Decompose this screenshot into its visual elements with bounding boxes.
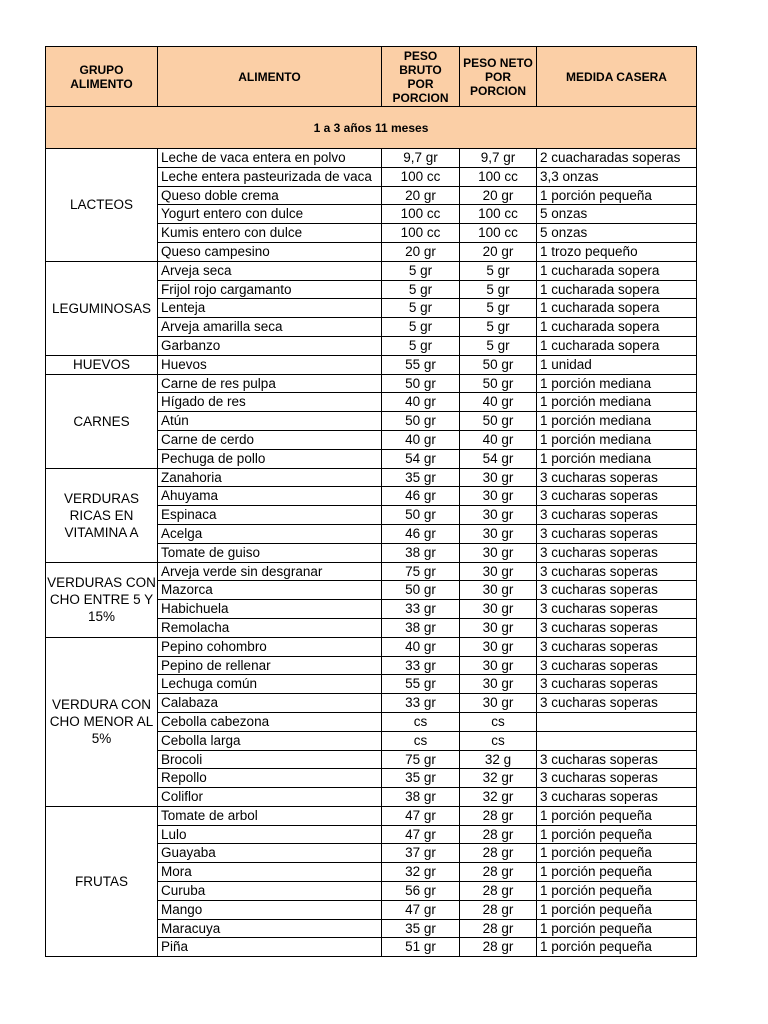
peso-bruto-value: 35 gr xyxy=(382,468,460,487)
peso-neto-value: 100 cc xyxy=(460,167,537,186)
food-name: Habichuela xyxy=(158,600,382,619)
food-name: Maracuya xyxy=(158,919,382,938)
header-peso-bruto: PESO BRUTO POR PORCION xyxy=(382,47,460,107)
peso-neto-value: 5 gr xyxy=(460,318,537,337)
peso-neto-value: 32 g xyxy=(460,750,537,769)
group-name: LACTEOS xyxy=(46,149,158,262)
group-name: LEGUMINOSAS xyxy=(46,261,158,355)
medida-casera-value: 1 porción pequeña xyxy=(537,938,697,957)
medida-casera-value: 3 cucharas soperas xyxy=(537,487,697,506)
peso-neto-value: 30 gr xyxy=(460,694,537,713)
food-name: Ahuyama xyxy=(158,487,382,506)
food-name: Acelga xyxy=(158,524,382,543)
peso-neto-value: 50 gr xyxy=(460,412,537,431)
medida-casera-value: 1 porción pequeña xyxy=(537,186,697,205)
peso-neto-value: 28 gr xyxy=(460,825,537,844)
peso-bruto-value: cs xyxy=(382,712,460,731)
medida-casera-value: 3 cucharas soperas xyxy=(537,506,697,525)
peso-neto-value: 30 gr xyxy=(460,656,537,675)
medida-casera-value: 1 porción mediana xyxy=(537,393,697,412)
peso-neto-value: 30 gr xyxy=(460,487,537,506)
food-name: Carne de res pulpa xyxy=(158,374,382,393)
peso-bruto-value: 56 gr xyxy=(382,882,460,901)
food-name: Huevos xyxy=(158,355,382,374)
medida-casera-value: 1 porción pequeña xyxy=(537,844,697,863)
peso-bruto-value: 9,7 gr xyxy=(382,149,460,168)
table-body xyxy=(46,149,697,957)
medida-casera-value: 3 cucharas soperas xyxy=(537,750,697,769)
medida-casera-value: 1 porción pequeña xyxy=(537,863,697,882)
peso-neto-value: 28 gr xyxy=(460,919,537,938)
medida-casera-value: 3 cucharas soperas xyxy=(537,637,697,656)
peso-bruto-value: 46 gr xyxy=(382,487,460,506)
peso-neto-value: 100 cc xyxy=(460,224,537,243)
group-name: FRUTAS xyxy=(46,806,158,956)
peso-bruto-value: 5 gr xyxy=(382,280,460,299)
food-name: Leche de vaca entera en polvo xyxy=(158,149,382,168)
peso-neto-value: 28 gr xyxy=(460,863,537,882)
food-name: Garbanzo xyxy=(158,336,382,355)
food-name: Cebolla cabezona xyxy=(158,712,382,731)
medida-casera-value: 1 porción mediana xyxy=(537,430,697,449)
food-name: Kumis entero con dulce xyxy=(158,224,382,243)
peso-bruto-value: 100 cc xyxy=(382,224,460,243)
medida-casera-value: 1 porción mediana xyxy=(537,412,697,431)
peso-bruto-value: 38 gr xyxy=(382,618,460,637)
peso-neto-value: 5 gr xyxy=(460,336,537,355)
food-name: Leche entera pasteurizada de vaca xyxy=(158,167,382,186)
food-name: Yogurt entero con dulce xyxy=(158,205,382,224)
peso-neto-value: 28 gr xyxy=(460,900,537,919)
peso-bruto-value: 40 gr xyxy=(382,393,460,412)
peso-bruto-value: 55 gr xyxy=(382,675,460,694)
peso-bruto-value: 75 gr xyxy=(382,750,460,769)
medida-casera-value: 1 cucharada sopera xyxy=(537,261,697,280)
header-grupo: GRUPO ALIMENTO xyxy=(46,47,158,107)
peso-neto-value: 28 gr xyxy=(460,882,537,901)
peso-bruto-value: 47 gr xyxy=(382,900,460,919)
peso-bruto-value: 20 gr xyxy=(382,186,460,205)
peso-bruto-value: 5 gr xyxy=(382,336,460,355)
medida-casera-value: 1 porción mediana xyxy=(537,449,697,468)
peso-neto-value: 5 gr xyxy=(460,261,537,280)
peso-neto-value: 40 gr xyxy=(460,430,537,449)
food-name: Lulo xyxy=(158,825,382,844)
food-name: Mango xyxy=(158,900,382,919)
food-name: Lenteja xyxy=(158,299,382,318)
food-name: Zanahoria xyxy=(158,468,382,487)
peso-neto-value: 100 cc xyxy=(460,205,537,224)
peso-neto-value: 30 gr xyxy=(460,562,537,581)
medida-casera-value: 3 cucharas soperas xyxy=(537,694,697,713)
group-name: VERDURAS RICAS EN VITAMINA A xyxy=(46,468,158,562)
medida-casera-value: 3 cucharas soperas xyxy=(537,468,697,487)
medida-casera-value: 1 cucharada sopera xyxy=(537,280,697,299)
food-portion-table xyxy=(45,46,697,957)
food-name: Repollo xyxy=(158,769,382,788)
peso-neto-value: 28 gr xyxy=(460,938,537,957)
food-name: Hígado de res xyxy=(158,393,382,412)
food-name: Atún xyxy=(158,412,382,431)
peso-neto-value: 20 gr xyxy=(460,242,537,261)
peso-bruto-value: 33 gr xyxy=(382,694,460,713)
food-name: Calabaza xyxy=(158,694,382,713)
food-name: Mora xyxy=(158,863,382,882)
peso-bruto-value: 50 gr xyxy=(382,506,460,525)
peso-bruto-value: 75 gr xyxy=(382,562,460,581)
medida-casera-value: 2 cuacharadas soperas xyxy=(537,149,697,168)
medida-casera-value: 1 cucharada sopera xyxy=(537,318,697,337)
header-alimento: ALIMENTO xyxy=(158,47,382,107)
food-name: Brocoli xyxy=(158,750,382,769)
food-name: Arveja seca xyxy=(158,261,382,280)
food-name: Frijol rojo cargamanto xyxy=(158,280,382,299)
peso-neto-value: 5 gr xyxy=(460,299,537,318)
peso-bruto-value: 5 gr xyxy=(382,299,460,318)
age-range-row xyxy=(46,107,697,149)
medida-casera-value: 5 onzas xyxy=(537,224,697,243)
food-name: Mazorca xyxy=(158,581,382,600)
peso-neto-value: 30 gr xyxy=(460,524,537,543)
peso-bruto-value: 5 gr xyxy=(382,261,460,280)
medida-casera-value: 3 cucharas soperas xyxy=(537,562,697,581)
peso-neto-value: cs xyxy=(460,712,537,731)
peso-neto-value: 50 gr xyxy=(460,355,537,374)
food-name: Queso campesino xyxy=(158,242,382,261)
peso-bruto-value: 50 gr xyxy=(382,581,460,600)
food-name: Curuba xyxy=(158,882,382,901)
peso-neto-value: 30 gr xyxy=(460,506,537,525)
peso-neto-value: 30 gr xyxy=(460,637,537,656)
header-row xyxy=(46,47,697,107)
medida-casera-value: 1 porción pequeña xyxy=(537,825,697,844)
group-name: CARNES xyxy=(46,374,158,468)
peso-neto-value: 20 gr xyxy=(460,186,537,205)
peso-neto-value: 30 gr xyxy=(460,600,537,619)
peso-neto-value: 54 gr xyxy=(460,449,537,468)
peso-bruto-value: 32 gr xyxy=(382,863,460,882)
food-name: Espinaca xyxy=(158,506,382,525)
medida-casera-value: 1 cucharada sopera xyxy=(537,299,697,318)
food-name: Arveja verde sin desgranar xyxy=(158,562,382,581)
food-name: Cebolla larga xyxy=(158,731,382,750)
table-row xyxy=(46,806,697,825)
food-name: Arveja amarilla seca xyxy=(158,318,382,337)
peso-bruto-value: 100 cc xyxy=(382,205,460,224)
peso-neto-value: 30 gr xyxy=(460,468,537,487)
peso-neto-value: 9,7 gr xyxy=(460,149,537,168)
peso-bruto-value: 55 gr xyxy=(382,355,460,374)
age-range-title: 1 a 3 años 11 meses xyxy=(46,107,697,149)
medida-casera-value: 3 cucharas soperas xyxy=(537,656,697,675)
peso-neto-value: 50 gr xyxy=(460,374,537,393)
peso-bruto-value: 54 gr xyxy=(382,449,460,468)
group-name: VERDURA CON CHO MENOR AL 5% xyxy=(46,637,158,806)
peso-neto-value: 30 gr xyxy=(460,543,537,562)
food-name: Guayaba xyxy=(158,844,382,863)
table-row xyxy=(46,562,697,581)
peso-neto-value: 32 gr xyxy=(460,769,537,788)
header-medida: MEDIDA CASERA xyxy=(537,47,697,107)
peso-bruto-value: 40 gr xyxy=(382,637,460,656)
medida-casera-value xyxy=(537,731,697,750)
medida-casera-value: 1 trozo pequeño xyxy=(537,242,697,261)
medida-casera-value: 1 porción pequeña xyxy=(537,882,697,901)
peso-bruto-value: 5 gr xyxy=(382,318,460,337)
medida-casera-value: 3 cucharas soperas xyxy=(537,788,697,807)
table-row xyxy=(46,374,697,393)
peso-bruto-value: 51 gr xyxy=(382,938,460,957)
peso-neto-value: 30 gr xyxy=(460,581,537,600)
food-name: Coliflor xyxy=(158,788,382,807)
peso-bruto-value: 50 gr xyxy=(382,374,460,393)
peso-bruto-value: 50 gr xyxy=(382,412,460,431)
medida-casera-value: 1 porción pequeña xyxy=(537,919,697,938)
medida-casera-value: 5 onzas xyxy=(537,205,697,224)
food-name: Queso doble crema xyxy=(158,186,382,205)
peso-bruto-value: 35 gr xyxy=(382,919,460,938)
header-peso-neto: PESO NETO POR PORCION xyxy=(460,47,537,107)
peso-bruto-value: 47 gr xyxy=(382,825,460,844)
peso-bruto-value: 20 gr xyxy=(382,242,460,261)
peso-neto-value: 30 gr xyxy=(460,675,537,694)
table-row xyxy=(46,468,697,487)
peso-bruto-value: 33 gr xyxy=(382,600,460,619)
medida-casera-value: 3 cucharas soperas xyxy=(537,618,697,637)
food-name: Pepino cohombro xyxy=(158,637,382,656)
table-row xyxy=(46,355,697,374)
peso-bruto-value: 46 gr xyxy=(382,524,460,543)
peso-bruto-value: 40 gr xyxy=(382,430,460,449)
peso-neto-value: 32 gr xyxy=(460,788,537,807)
group-name: VERDURAS CON CHO ENTRE 5 Y 15% xyxy=(46,562,158,637)
medida-casera-value: 3 cucharas soperas xyxy=(537,581,697,600)
food-name: Pepino de rellenar xyxy=(158,656,382,675)
peso-neto-value: cs xyxy=(460,731,537,750)
table-row xyxy=(46,261,697,280)
medida-casera-value: 1 cucharada sopera xyxy=(537,336,697,355)
medida-casera-value: 1 porción mediana xyxy=(537,374,697,393)
table-row xyxy=(46,149,697,168)
medida-casera-value: 3 cucharas soperas xyxy=(537,769,697,788)
medida-casera-value: 3,3 onzas xyxy=(537,167,697,186)
peso-neto-value: 30 gr xyxy=(460,618,537,637)
peso-bruto-value: 35 gr xyxy=(382,769,460,788)
peso-bruto-value: 33 gr xyxy=(382,656,460,675)
medida-casera-value xyxy=(537,712,697,731)
group-name: HUEVOS xyxy=(46,355,158,374)
peso-bruto-value: 47 gr xyxy=(382,806,460,825)
peso-bruto-value: cs xyxy=(382,731,460,750)
medida-casera-value: 3 cucharas soperas xyxy=(537,675,697,694)
peso-neto-value: 40 gr xyxy=(460,393,537,412)
food-name: Lechuga común xyxy=(158,675,382,694)
food-name: Piña xyxy=(158,938,382,957)
medida-casera-value: 3 cucharas soperas xyxy=(537,543,697,562)
food-name: Pechuga de pollo xyxy=(158,449,382,468)
food-name: Carne de cerdo xyxy=(158,430,382,449)
peso-neto-value: 28 gr xyxy=(460,806,537,825)
peso-bruto-value: 100 cc xyxy=(382,167,460,186)
peso-neto-value: 5 gr xyxy=(460,280,537,299)
food-name: Tomate de arbol xyxy=(158,806,382,825)
peso-bruto-value: 37 gr xyxy=(382,844,460,863)
medida-casera-value: 3 cucharas soperas xyxy=(537,600,697,619)
peso-bruto-value: 38 gr xyxy=(382,788,460,807)
medida-casera-value: 1 porción pequeña xyxy=(537,806,697,825)
table-row xyxy=(46,637,697,656)
food-name: Remolacha xyxy=(158,618,382,637)
medida-casera-value: 3 cucharas soperas xyxy=(537,524,697,543)
food-name: Tomate de guiso xyxy=(158,543,382,562)
peso-neto-value: 28 gr xyxy=(460,844,537,863)
medida-casera-value: 1 unidad xyxy=(537,355,697,374)
peso-bruto-value: 38 gr xyxy=(382,543,460,562)
medida-casera-value: 1 porción pequeña xyxy=(537,900,697,919)
